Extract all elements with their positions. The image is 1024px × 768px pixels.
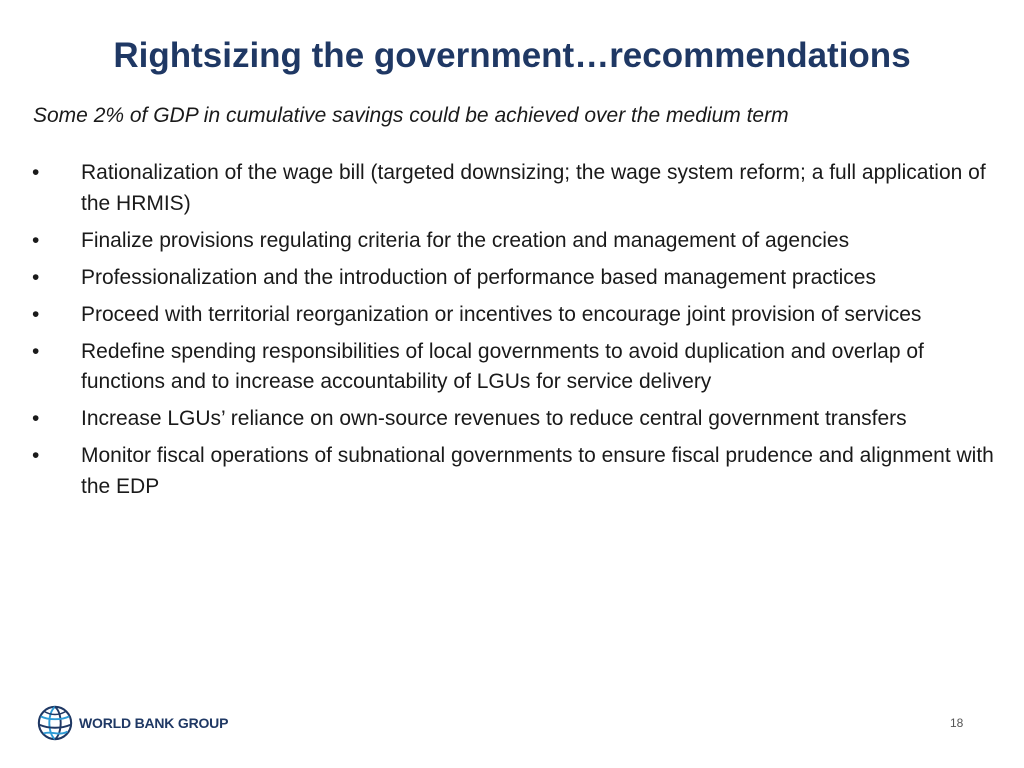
bullet-marker: • (32, 444, 40, 467)
bullet-text: Increase LGUs’ reliance on own-source revenues to reduce central government transfers (81, 407, 907, 430)
slide-subtitle: Some 2% of GDP in cumulative savings could be achieved over the medium term (33, 104, 789, 127)
globe-icon (36, 704, 74, 742)
bullet-text: Proceed with territorial reorganization or incentives to encourage joint provision of services (81, 302, 922, 326)
bullet-item (32, 263, 1002, 294)
bullet-text: Finalize provisions regulating criteria for the creation and management of agencies (81, 228, 850, 252)
bullet-item (32, 300, 1002, 331)
bullet-marker: • (32, 228, 40, 252)
logo-text: WORLD BANK GROUP (79, 715, 229, 731)
bullet-item (32, 441, 1002, 502)
bullet-item (32, 337, 1002, 398)
page-number: 18 (950, 716, 964, 730)
bullet-text: Redefine spending responsibilities of local governments to avoid duplication and overlap of functions and to increase accountability of LGUs for service delivery (81, 339, 924, 393)
bullet-text: Rationalization of the wage bill (targeted downsizing; the wage system reform; a full application of the HRMIS) (81, 161, 986, 215)
bullet-list (32, 158, 1002, 509)
bullet-marker: • (32, 302, 40, 326)
bullet-marker: • (32, 265, 40, 289)
bullet-item (32, 226, 1002, 257)
bullet-item (32, 404, 1002, 435)
bullet-text: Professionalization and the introduction of performance based management practices (81, 265, 876, 289)
slide-title: Rightsizing the government…recommendations (113, 36, 911, 75)
bullet-marker: • (32, 339, 40, 363)
bullet-item (32, 158, 1002, 219)
bullet-marker: • (32, 407, 40, 430)
bullet-marker: • (32, 161, 40, 184)
bullet-text: Monitor fiscal operations of subnational governments to ensure fiscal prudence and alignment with the EDP (81, 444, 994, 498)
world-bank-group-logo (36, 704, 228, 742)
